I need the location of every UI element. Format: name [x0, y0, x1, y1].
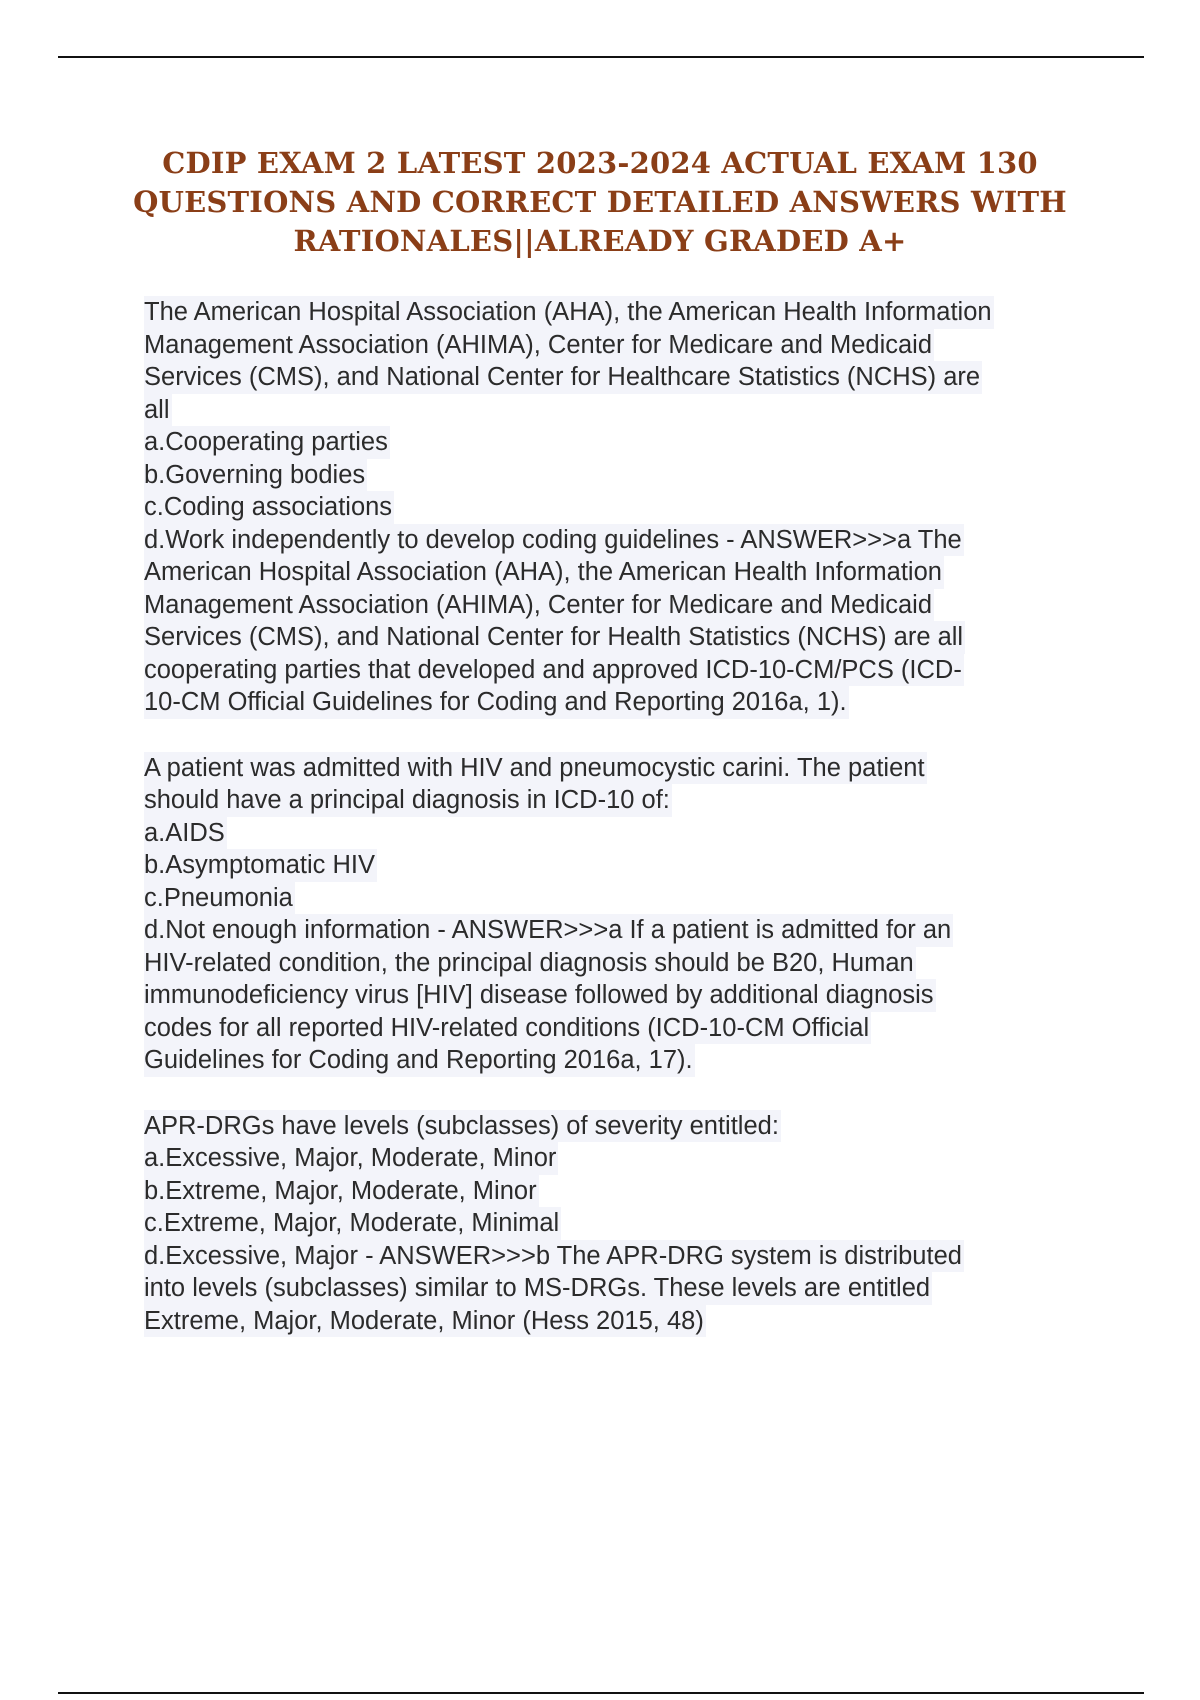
answer-option: d.Excessive, Major - ANSWER>>>b The APR-DRG system is distributed [144, 1240, 964, 1273]
text-line: A patient was admitted with HIV and pneumocystic carini. The patient [144, 752, 927, 785]
answer-option: b.Governing bodies [144, 459, 367, 492]
text-line: Services (CMS), and National Center for Healthcare Statistics (NCHS) are [144, 361, 982, 394]
rationale-line: codes for all reported HIV-related conditions (ICD-10-CM Official [144, 1012, 871, 1045]
title-line: QUESTIONS AND CORRECT DETAILED ANSWERS WITH [133, 185, 1067, 219]
answer-option: b.Extreme, Major, Moderate, Minor [144, 1175, 539, 1208]
question-block [144, 296, 1104, 719]
rationale-line: cooperating parties that developed and approved ICD-10-CM/PCS (ICD- [144, 654, 964, 687]
text-line: should have a principal diagnosis in ICD-10 of: [144, 784, 672, 817]
question-list [144, 296, 1104, 1370]
rationale-line: American Hospital Association (AHA), the American Health Information [144, 556, 944, 589]
answer-option: a.Excessive, Major, Moderate, Minor [144, 1142, 558, 1175]
answer-option: c.Coding associations [144, 491, 394, 524]
text-line: APR-DRGs have levels (subclasses) of severity entitled: [144, 1110, 781, 1143]
text-line: all [144, 394, 172, 427]
rationale-line: Extreme, Major, Moderate, Minor (Hess 2015, 48) [144, 1305, 706, 1338]
rationale-line: Guidelines for Coding and Reporting 2016a, 17). [144, 1044, 695, 1077]
answer-option: a.Cooperating parties [144, 426, 390, 459]
answer-option: d.Work independently to develop coding guidelines - ANSWER>>>a The [144, 524, 964, 557]
rationale-line: 10-CM Official Guidelines for Coding and Reporting 2016a, 1). [144, 686, 849, 719]
text-line: The American Hospital Association (AHA), the American Health Information [144, 296, 994, 329]
answer-option: a.AIDS [144, 817, 227, 850]
question-block [144, 752, 1104, 1077]
rationale-line: HIV-related condition, the principal diagnosis should be B20, Human [144, 947, 916, 980]
text-line: Management Association (AHIMA), Center for Medicare and Medicaid [144, 329, 934, 362]
rationale-line: Services (CMS), and National Center for Health Statistics (NCHS) are all [144, 621, 965, 654]
footer-rule [58, 1692, 1144, 1694]
title-line: RATIONALES||ALREADY GRADED A+ [293, 224, 907, 258]
answer-option: d.Not enough information - ANSWER>>>a If a patient is admitted for an [144, 914, 953, 947]
document-title [80, 144, 1120, 261]
answer-option: b.Asymptomatic HIV [144, 849, 377, 882]
question-block [144, 1110, 1104, 1338]
rationale-line: Management Association (AHIMA), Center for Medicare and Medicaid [144, 589, 934, 622]
header-rule [58, 56, 1144, 58]
rationale-line: into levels (subclasses) similar to MS-DRGs. These levels are entitled [144, 1272, 932, 1305]
answer-option: c.Pneumonia [144, 882, 295, 915]
rationale-line: immunodeficiency virus [HIV] disease followed by additional diagnosis [144, 979, 936, 1012]
answer-option: c.Extreme, Major, Moderate, Minimal [144, 1207, 561, 1240]
title-line: CDIP EXAM 2 LATEST 2023-2024 ACTUAL EXAM 130 [162, 146, 1038, 180]
